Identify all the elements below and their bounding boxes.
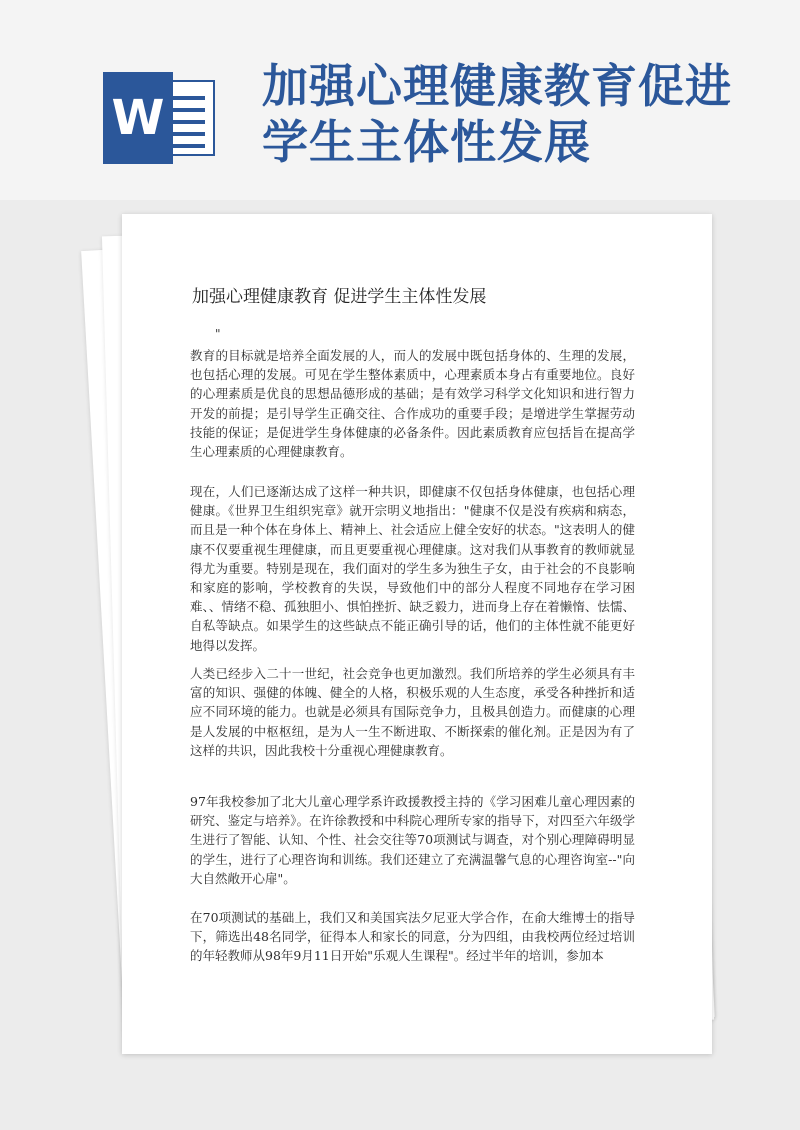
paragraph-4: 97年我校参加了北大儿童心理学系许政援教授主持的《学习困难儿童心理因素的研究、鉴定与培养》。在许徐教授和中科院心理所专家的指导下，对四至六年级学生进行了智能、认知、个性、社会交往等70项测试与调查，对个别心理障碍明显的学生，进行了心理咨询和训练。我们还建立了充满温馨气息的心理咨询室--"向大自然敞开心扉"。	[190, 794, 635, 886]
word-icon-letter: W	[103, 72, 173, 164]
paragraph-3: 人类已经步入二十一世纪，社会竞争也更加激烈。我们所培养的学生必须具有丰富的知识、强健的体魄、健全的人格，积极乐观的人生态度，承受各种挫折和适应不同环境的能力。也就是必须具有国际竞争力，且极具创造力。而健康的心理是人发展的中枢枢纽，是为人一生不断进取、不断探索的催化剂。正是因为有了这样的共识，因此我校十分重视心理健康教育。	[190, 666, 635, 758]
paragraph-2: 现在，人们已逐渐达成了这样一种共识，即健康不仅包括身体健康，也包括心理健康。《世界卫生组织宪章》就开宗明义地指出："健康不仅是没有疾病和病态，而且是一种个体在身体上、精神上、社会适应上健全安好的状态。"这表明人的健康不仅要重视生理健康，而且更要重视心理健康。这对我们从事教育的教师就显得尤为重要。特别是现在，我们面对的学生多为独生子女，由于社会的不良影响和家庭的影响，学校教育的失误，导致他们中的部分人程度不同地存在学习困难、、情绪不稳、孤独胆小、惧怕挫折、缺乏毅力，进而身上存在着懒惰、怯懦、自私等缺点。如果学生的这些缺点不能正确引导的话，他们的主体性就不能更好地得以发挥。	[190, 484, 635, 653]
paragraph-1: 教育的目标就是培养全面发展的人，而人的发展中既包括身体的、生理的发展，也包括心理的发展。可见在学生整体素质中，心理素质本身占有重要地位。良好的心理素质是优良的思想品德形成的基础；是有效学习科学文化知识和进行智力开发的前提；是引导学生正确交往、合作成功的重要手段；是增进学生掌握劳动技能的保证；是促进学生身体健康的必备条件。因此素质教育应包括旨在提高学生心理素质的心理健康教育。	[190, 348, 635, 460]
word-document-icon	[103, 72, 215, 164]
document-page	[122, 214, 712, 1054]
document-title: 加强心理健康教育 促进学生主体性发展	[192, 287, 487, 307]
page-title: 加强心理健康教育促进学生主体性发展	[262, 59, 732, 169]
preview-header	[0, 0, 800, 200]
stray-quote-mark: "	[215, 327, 221, 341]
paragraph-5: 在70项测试的基础上，我们又和美国宾法夕尼亚大学合作，在俞大维博士的指导下，筛选出48名同学，征得本人和家长的同意，分为四组，由我校两位经过培训的年轻教师从98年9月11日开始"乐观人生课程"。经过半年的培训，参加本	[190, 910, 635, 964]
